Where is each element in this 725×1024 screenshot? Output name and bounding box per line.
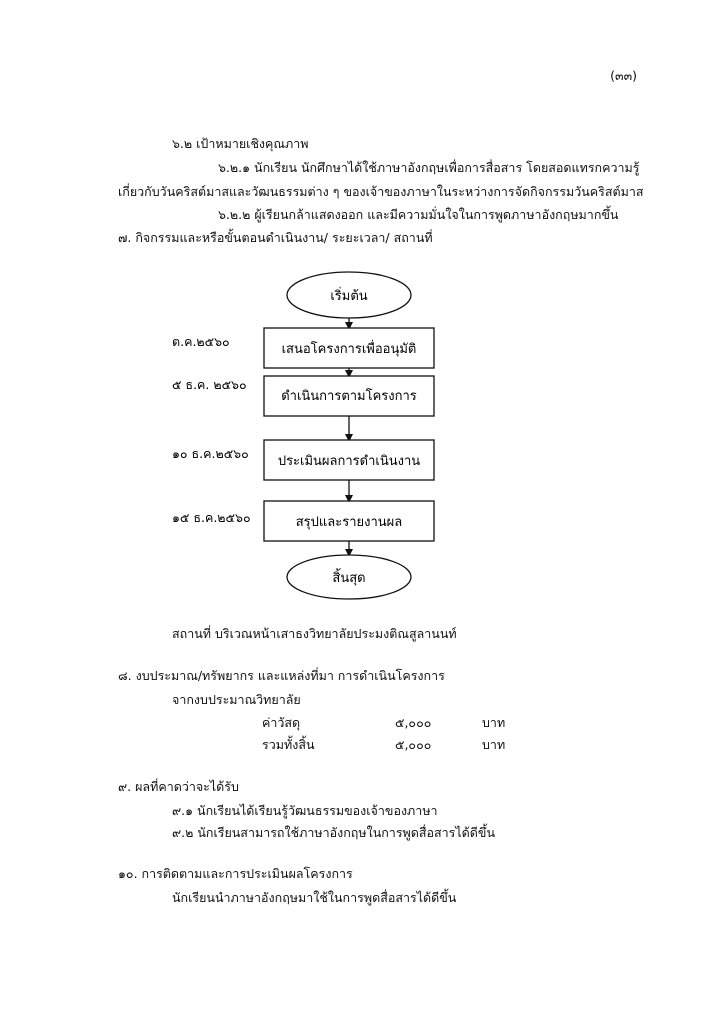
- flow-step-date-4: ๑๕ ธ.ค.๒๕๖๐: [172, 510, 251, 525]
- section-6-2-1-line2: เกี่ยวกับวันคริสต์มาสและวัฒนธรรมต่าง ๆ ของเจ้าของภาษาในระหว่างการจัดกิจกรรมวันคริสต์มาส: [118, 184, 644, 199]
- flow-end-label: สิ้นสุด: [332, 571, 366, 586]
- flow-step-label-2: ดำเนินการตามโครงการ: [281, 389, 417, 404]
- flow-step-date-1: ต.ค.๒๕๖๐: [172, 334, 230, 349]
- flow-step-date-2: ๕ ธ.ค. ๒๕๖๐: [172, 377, 247, 392]
- flow-step-label-3: ประเมินผลการดำเนินงาน: [277, 454, 421, 469]
- section-8-source: จากงบประมาณวิทยาลัย: [172, 692, 301, 707]
- section-7-heading: ๗. กิจกรรมและหรือขั้นตอนดำเนินงาน/ ระยะเวลา/ สถานที่: [118, 230, 433, 245]
- section-6-2-1-line1: ๖.๒.๑ นักเรียน นักศึกษาได้ใช้ภาษาอังกฤษเพื่อการสื่อสาร โดยสอดแทรกความรู้: [218, 160, 640, 175]
- budget-unit-materials: บาท: [482, 715, 506, 730]
- budget-unit-total: บาท: [482, 737, 506, 752]
- section-10-text: นักเรียนนำภาษาอังกฤษมาใช้ในการพูดสื่อสารได้ดีขึ้น: [172, 890, 457, 905]
- flow-start-label: เริ่มต้น: [330, 289, 368, 304]
- section-8-heading: ๘. งบประมาณ/ทรัพยากร และแหล่งที่มา การดำเนินโครงการ: [118, 668, 445, 683]
- budget-amount-total: ๕,๐๐๐: [395, 737, 432, 752]
- flow-step-label-4: สรุปและรายงานผล: [295, 515, 403, 530]
- flow-step-date-3: ๑๐ ธ.ค.๒๕๖๐: [172, 446, 249, 461]
- budget-item-materials: ค่าวัสดุ: [262, 715, 301, 730]
- flow-step-label-1: เสนอโครงการเพื่ออนุมัติ: [281, 342, 417, 357]
- location-text: สถานที่ บริเวณหน้าเสาธงวิทยาลัยประมงติณสูลานนท์: [172, 626, 457, 641]
- section-6-2-heading: ๖.๒ เป้าหมายเชิงคุณภาพ: [172, 136, 309, 151]
- page-number: (๓๓): [610, 68, 637, 83]
- section-6-2-2: ๖.๒.๒ ผู้เรียนกล้าแสดงออก และมีความมั่นใจในการพูดภาษาอังกฤษมากขึ้น: [218, 207, 619, 222]
- section-9-item-2: ๙.๒ นักเรียนสามารถใช้ภาษาอังกฤษในการพูดสื่อสารได้ดีขึ้น: [172, 825, 496, 840]
- section-9-heading: ๙. ผลที่คาดว่าจะได้รับ: [118, 779, 239, 794]
- section-10-heading: ๑๐. การติดตามและการประเมินผลโครงการ: [118, 866, 353, 881]
- budget-amount-materials: ๕,๐๐๐: [395, 715, 432, 730]
- section-9-item-1: ๙.๑ นักเรียนได้เรียนรู้วัฒนธรรมของเจ้าของภาษา: [172, 803, 438, 818]
- budget-item-total: รวมทั้งสิ้น: [262, 737, 315, 752]
